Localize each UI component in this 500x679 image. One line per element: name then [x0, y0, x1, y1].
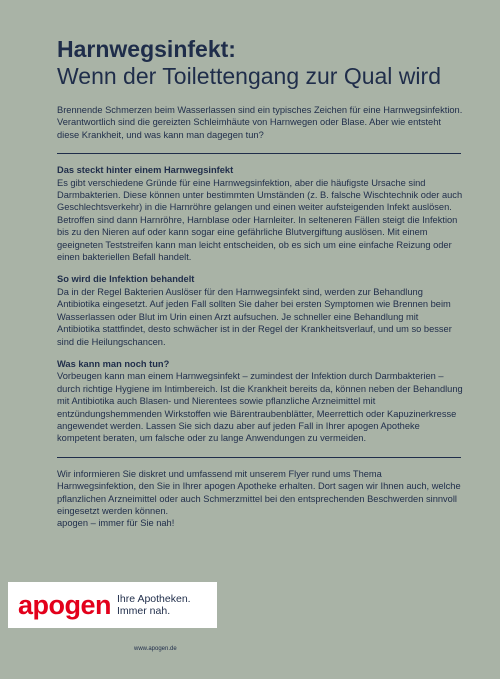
logo-claim-line: Ihre Apotheken.: [117, 593, 191, 605]
title-block: [57, 36, 477, 90]
section-heading: So wird die Infektion behandelt: [57, 274, 195, 285]
section-causes: [57, 164, 463, 263]
section-body: Vorbeugen kann man einem Harnwegsinfekt – zumindest der Infektion durch Darmbakterien – durch richtige Hygiene im Intimbereich. Ist die Krankheit bereits da, können neben der Behandlung mit Antibiotika auch Blasen- und Nierentees sowie pflanzliche Arzneimittel mit entzündungshemmenden Wirkstoffen wie Bärentraubenblätter, Meerrettich oder Kapuzinerkresse angewendet werden. Lassen Sie sich dazu aber auf jeden Fall in Ihrer apogen Apotheke kompetent beraten, um falsche oder zu lange Anwendungen zu vermeiden.: [57, 371, 463, 444]
article-content: [57, 104, 463, 530]
section-treatment: [57, 273, 463, 347]
section-body: Da in der Regel Bakterien Auslöser für den Harnwegsinfekt sind, werden zur Behandlung Antibiotika eingesetzt. Auf jeden Fall sollten Sie daher bei ersten Symptomen wie Brennen beim Wasserlassen oder Blut im Urin einen Arzt aufsuchen. Je schneller eine Behandlung mit Antibiotika stattfindet, desto schwächer ist in der Regel der Krankheitsverlauf, und um so besser sind die Heilungschancen.: [57, 286, 452, 347]
section-prevention: [57, 358, 463, 445]
footer-url: www.apogen.de: [134, 646, 177, 652]
divider: [57, 457, 461, 458]
closing-slogan: apogen – immer für Sie nah!: [57, 518, 175, 529]
outro-paragraph: Wir informieren Sie diskret und umfassend mit unserem Flyer rund ums Thema Harnwegsinfektion, den Sie in Ihrer apogen Apotheke erhalten. Dort sagen wir Ihnen auch, welche pflanzlichen Arzneimittel oder auch Schmerzmittel bei den entsprechenden Beschwerden sinnvoll eingesetzt werden können.: [57, 468, 461, 516]
logo-claim: [117, 593, 191, 617]
page-subtitle: Wenn der Toilettengang zur Qual wird: [57, 63, 441, 89]
logo-wordmark: apogen: [18, 589, 112, 620]
apogen-logo: [8, 582, 217, 628]
section-body: Es gibt verschiedene Gründe für eine Harnwegsinfektion, aber die häufigste Ursache sind Darmbakterien. Diese können unter bestimmten Umständen (z. B. falsche Wischtechnik oder auch Geschlechtsverkehr) in die Harnröhre gelangen und einen weiter aufsteigenden Infekt auslösen. Betroffen sind dann Harnröhre, Harnblase oder Harnleiter. In selteneren Fällen steigt die Infektion bis zu den Nieren auf oder kann sogar eine gefährliche Blutvergiftung auslösen. Mit einem geeigneten Teststreifen kann man leicht entscheiden, ob es sich um eine einfache Reizung oder einen bakteriellen Befall handelt.: [57, 177, 463, 263]
divider: [57, 153, 461, 154]
section-heading: Das steckt hinter einem Harnwegsinfekt: [57, 165, 234, 176]
logo-claim-line: Immer nah.: [117, 605, 171, 617]
section-heading: Was kann man noch tun?: [57, 358, 170, 369]
intro-paragraph: Brennende Schmerzen beim Wasserlassen sind ein typisches Zeichen für eine Harnwegsinfektion. Verantwortlich sind die gereizten Schleimhäute von Harnwegen oder Blase. Aber wie entsteht diese Krankheit, und was kann man dagegen tun?: [57, 105, 463, 140]
page-title: Harnwegsinfekt:: [57, 36, 236, 62]
